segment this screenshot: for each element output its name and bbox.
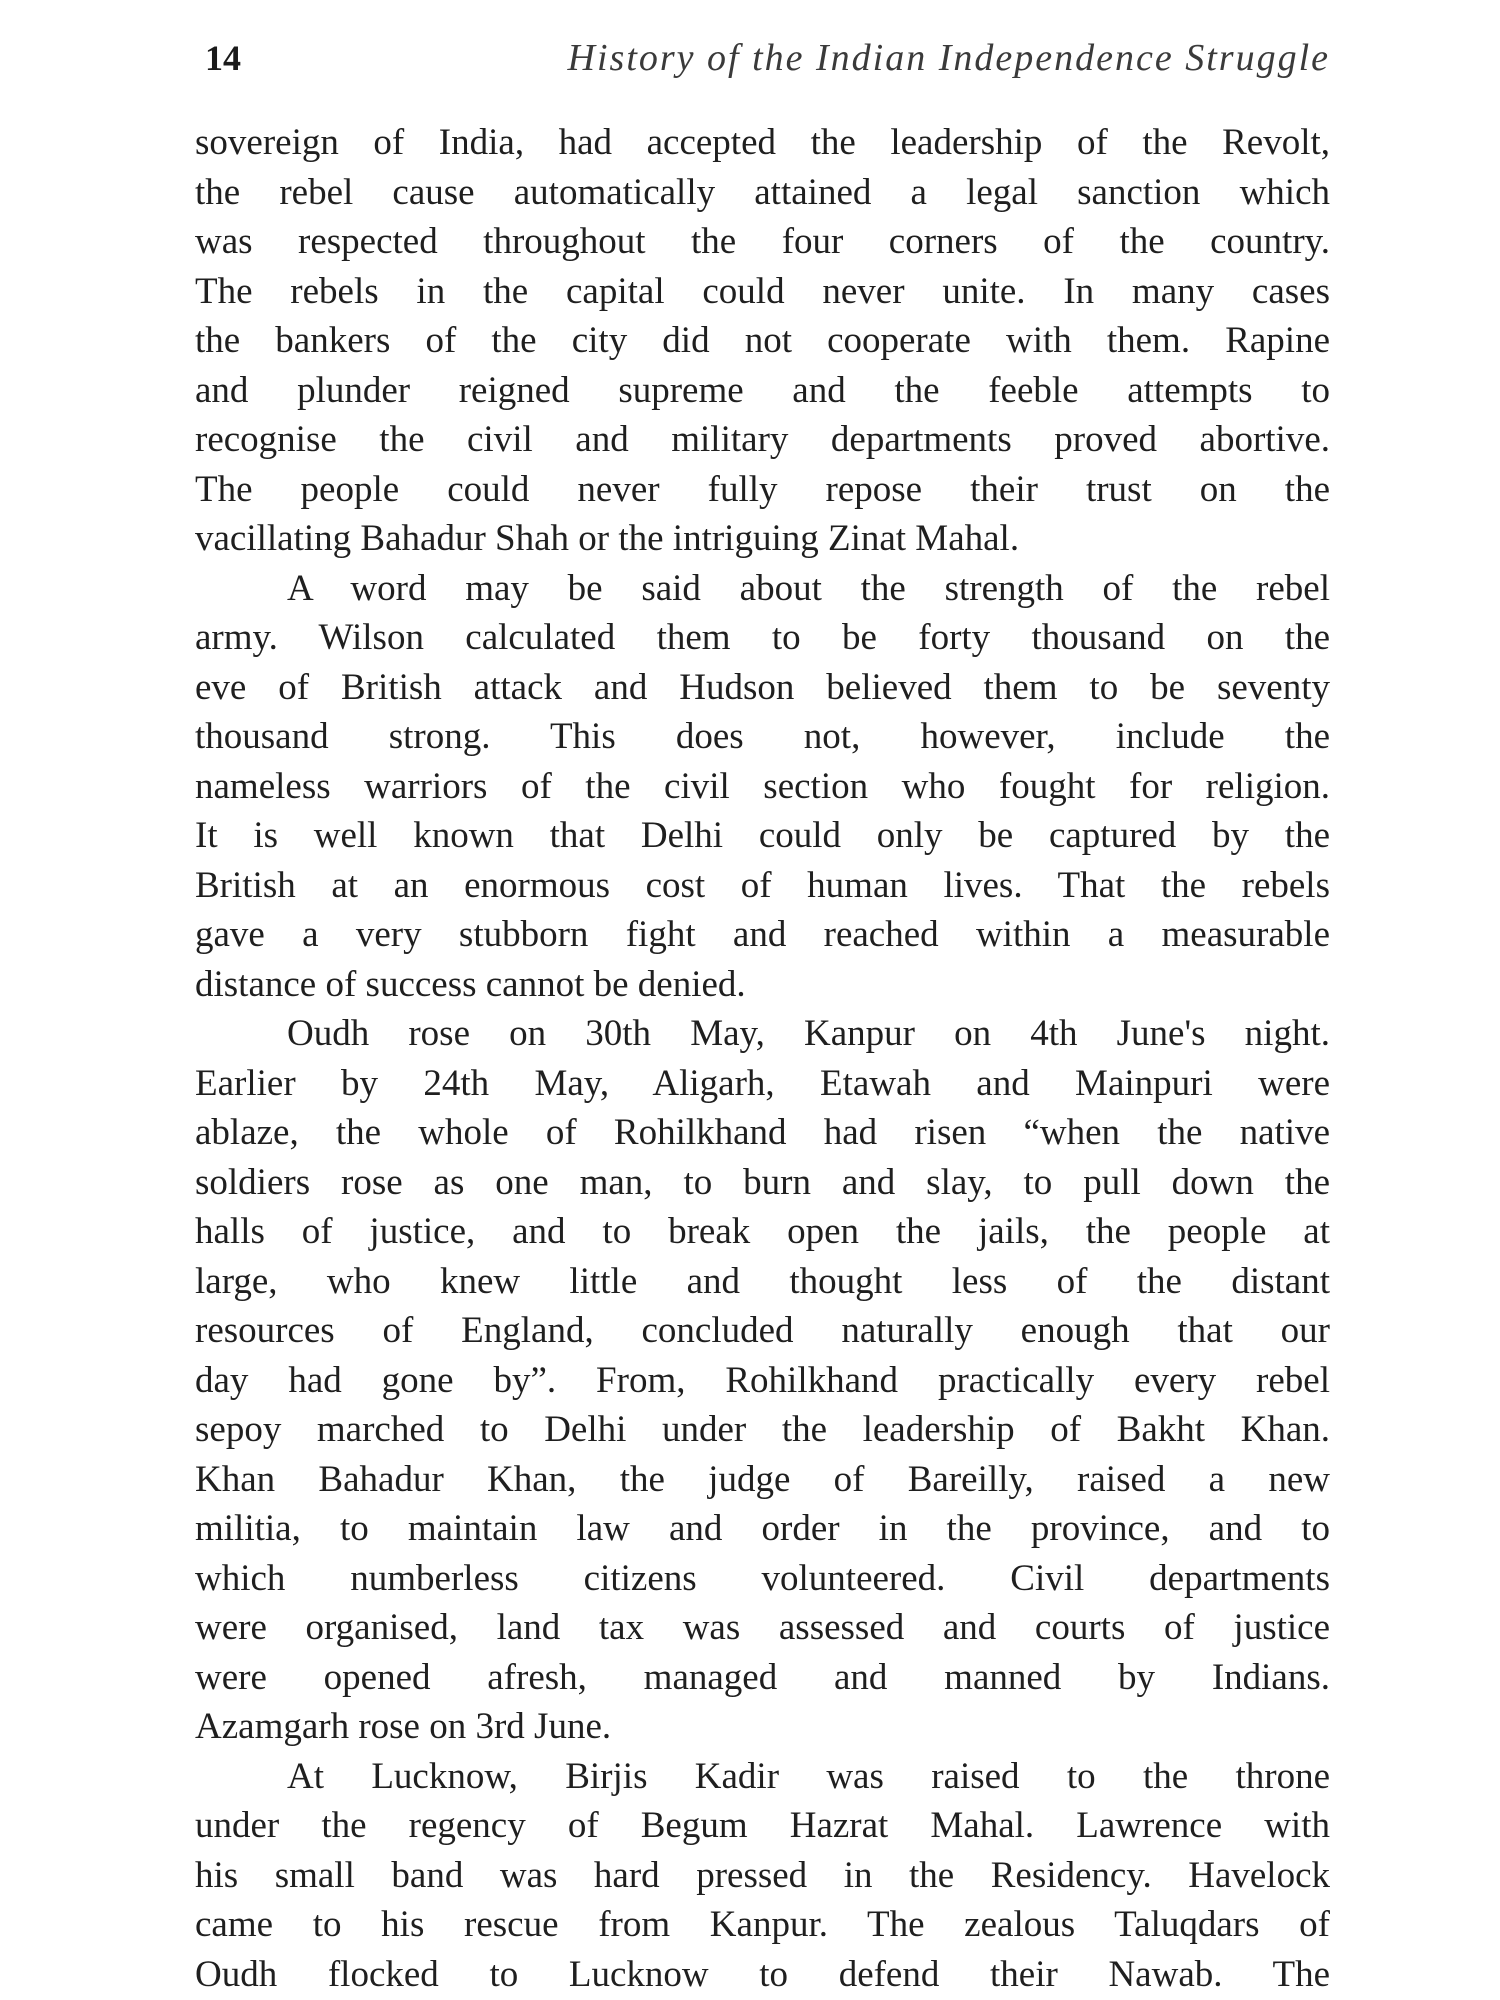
text-line: and plunder reigned supreme and the feeble attempts to — [195, 369, 1330, 411]
text-line: which numberless citizens volunteered. Civil departments — [195, 1557, 1330, 1599]
text-line: A word may be said about the strength of the rebel — [287, 567, 1330, 609]
text-line: were opened afresh, managed and manned by Indians. — [195, 1656, 1330, 1698]
text-line: his small band was hard pressed in the Residency. Havelock — [195, 1854, 1330, 1896]
text-line: under the regency of Begum Hazrat Mahal. Lawrence with — [195, 1805, 1330, 1846]
text-line: Khan Bahadur Khan, the judge of Bareilly, raised a new — [195, 1458, 1330, 1500]
text-line: the bankers of the city did not cooperate with them. Rapine — [195, 320, 1330, 361]
text-line: The rebels in the capital could never unite. In many cases — [195, 270, 1330, 312]
page-number: 14 — [205, 38, 241, 78]
text-line: Oudh flocked to Lucknow to defend their Nawab. The — [195, 1953, 1330, 1995]
text-line: gave a very stubborn fight and reached within a measurable — [195, 914, 1330, 955]
text-line: soldiers rose as one man, to burn and slay, to pull down the — [195, 1161, 1330, 1203]
text-line: vacillating Bahadur Shah or the intriguing Zinat Mahal. — [195, 518, 1020, 559]
text-line: Azamgarh rose on 3rd June. — [195, 1706, 612, 1747]
text-line: army. Wilson calculated them to be forty thousand on the — [195, 617, 1330, 658]
text-line: ablaze, the whole of Rohilkhand had risen “when the native — [195, 1112, 1330, 1153]
running-title: History of the Indian Independence Struggle — [567, 37, 1330, 79]
text-line: recognise the civil and military departments proved abortive. — [195, 419, 1330, 460]
text-line: nameless warriors of the civil section who fought for religion. — [195, 765, 1330, 807]
body-text — [195, 118, 1330, 1999]
paragraph — [195, 1009, 1330, 1752]
paragraph — [195, 118, 1330, 564]
text-line: At Lucknow, Birjis Kadir was raised to the throne — [287, 1755, 1330, 1797]
text-line: the rebel cause automatically attained a legal sanction which — [195, 171, 1330, 213]
text-line: large, who knew little and thought less of the distant — [195, 1260, 1330, 1302]
text-line: Earlier by 24th May, Aligarh, Etawah and Mainpuri were — [195, 1062, 1330, 1104]
text-line: militia, to maintain law and order in the province, and to — [195, 1508, 1330, 1549]
paragraph — [195, 1752, 1330, 2000]
text-line: resources of England, concluded naturally enough that our — [195, 1310, 1330, 1351]
text-line: sepoy marched to Delhi under the leadership of Bakht Khan. — [195, 1409, 1330, 1450]
text-line: The people could never fully repose their trust on the — [195, 468, 1330, 510]
text-line: thousand strong. This does not, however, include the — [195, 716, 1330, 757]
text-line: Oudh rose on 30th May, Kanpur on 4th June's night. — [287, 1013, 1330, 1054]
running-head — [205, 28, 1330, 88]
text-line: sovereign of India, had accepted the leadership of the Revolt, — [195, 122, 1330, 163]
text-line: was respected throughout the four corners of the country. — [195, 221, 1330, 262]
text-line: eve of British attack and Hudson believed them to be seventy — [195, 666, 1330, 708]
text-line: came to his rescue from Kanpur. The zealous Taluqdars of — [195, 1904, 1330, 1945]
text-line: distance of success cannot be denied. — [195, 963, 746, 1005]
paragraph — [195, 564, 1330, 1010]
text-line: halls of justice, and to break open the jails, the people at — [195, 1211, 1330, 1252]
text-line: were organised, land tax was assessed and courts of justice — [195, 1607, 1330, 1648]
text-line: British at an enormous cost of human lives. That the rebels — [195, 864, 1330, 906]
text-line: day had gone by”. From, Rohilkhand practically every rebel — [195, 1359, 1330, 1401]
text-line: It is well known that Delhi could only be captured by the — [195, 815, 1330, 856]
